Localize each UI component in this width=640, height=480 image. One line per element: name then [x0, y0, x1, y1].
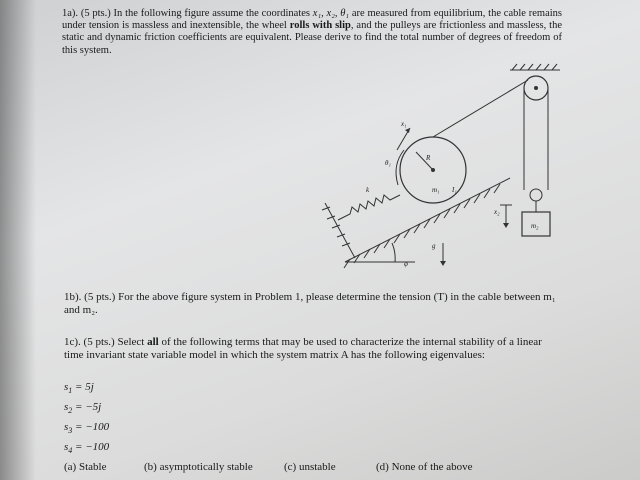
wheel-center: [431, 168, 435, 172]
eigenvalue-s4: $s_4 = -100$: [64, 441, 110, 456]
q1b-text: 1b). (5 pts.) For the above figure system in Problem 1, please determine the tension (T) in the cable between m₁ and m₂.: [64, 291, 556, 316]
wheel-radius-line: [416, 152, 433, 170]
option-c[interactable]: (c) unstable: [284, 461, 336, 473]
theta1-label: θ₁: [385, 159, 391, 167]
mass-m2-label: m₂: [531, 222, 539, 230]
option-a[interactable]: (a) Stable: [64, 461, 107, 473]
angle-phi-label: φ: [404, 260, 408, 268]
cable-inclined: [433, 80, 528, 137]
q1a-bold: rolls with slip: [289, 20, 351, 32]
option-b[interactable]: (b) asymptotically stable: [144, 461, 253, 473]
mass-m1-label: m₁: [432, 186, 440, 194]
x1-label: x₁: [401, 120, 407, 128]
option-d[interactable]: (d) None of the above: [376, 461, 473, 473]
q1a-mid: are measured from equilibrium, the cable remains under tension is massless and inextensible, the wheel: [62, 8, 562, 32]
q1a-head: 1a). (5 pts.) In the following figure assume the coordinates: [62, 8, 313, 19]
inertia-I1-label: I₁: [452, 186, 457, 194]
eigenvalue-s3: $s_3 = -100$: [64, 421, 110, 436]
spring: [338, 195, 400, 220]
q1a-tail: , and the pulleys are frictionless and massless, the static and dynamic friction coefficients are equivalent. Please derive to find the total number of degrees of freedom of this system.: [62, 20, 562, 56]
inclined-ground: [322, 178, 510, 268]
ceiling-support: [510, 64, 560, 70]
lower-pulley: [530, 189, 542, 201]
spring-k-label: k: [366, 186, 370, 194]
eigenvalue-s1: $s_1 = 5j$: [64, 381, 94, 396]
x2-label: x₂: [494, 208, 500, 216]
q1c-head: 1c). (5 pts.) Select: [64, 336, 148, 348]
q1c-tail: of the following terms that may be used to characterize the internal stability of a linear time invariant state variable model in which the system matrix A has the following eigenvalues:: [64, 336, 542, 361]
gravity-g-label: g: [432, 242, 436, 250]
eigenvalue-s2: $s_2 = -5j$: [64, 401, 102, 416]
radius-R-label: R: [426, 154, 431, 162]
question-1c: [64, 336, 564, 362]
question-1b: [64, 291, 564, 317]
q1a-coordinates: x₁, x₂, θ₁: [312, 8, 350, 19]
q1c-bold: all: [147, 336, 159, 348]
